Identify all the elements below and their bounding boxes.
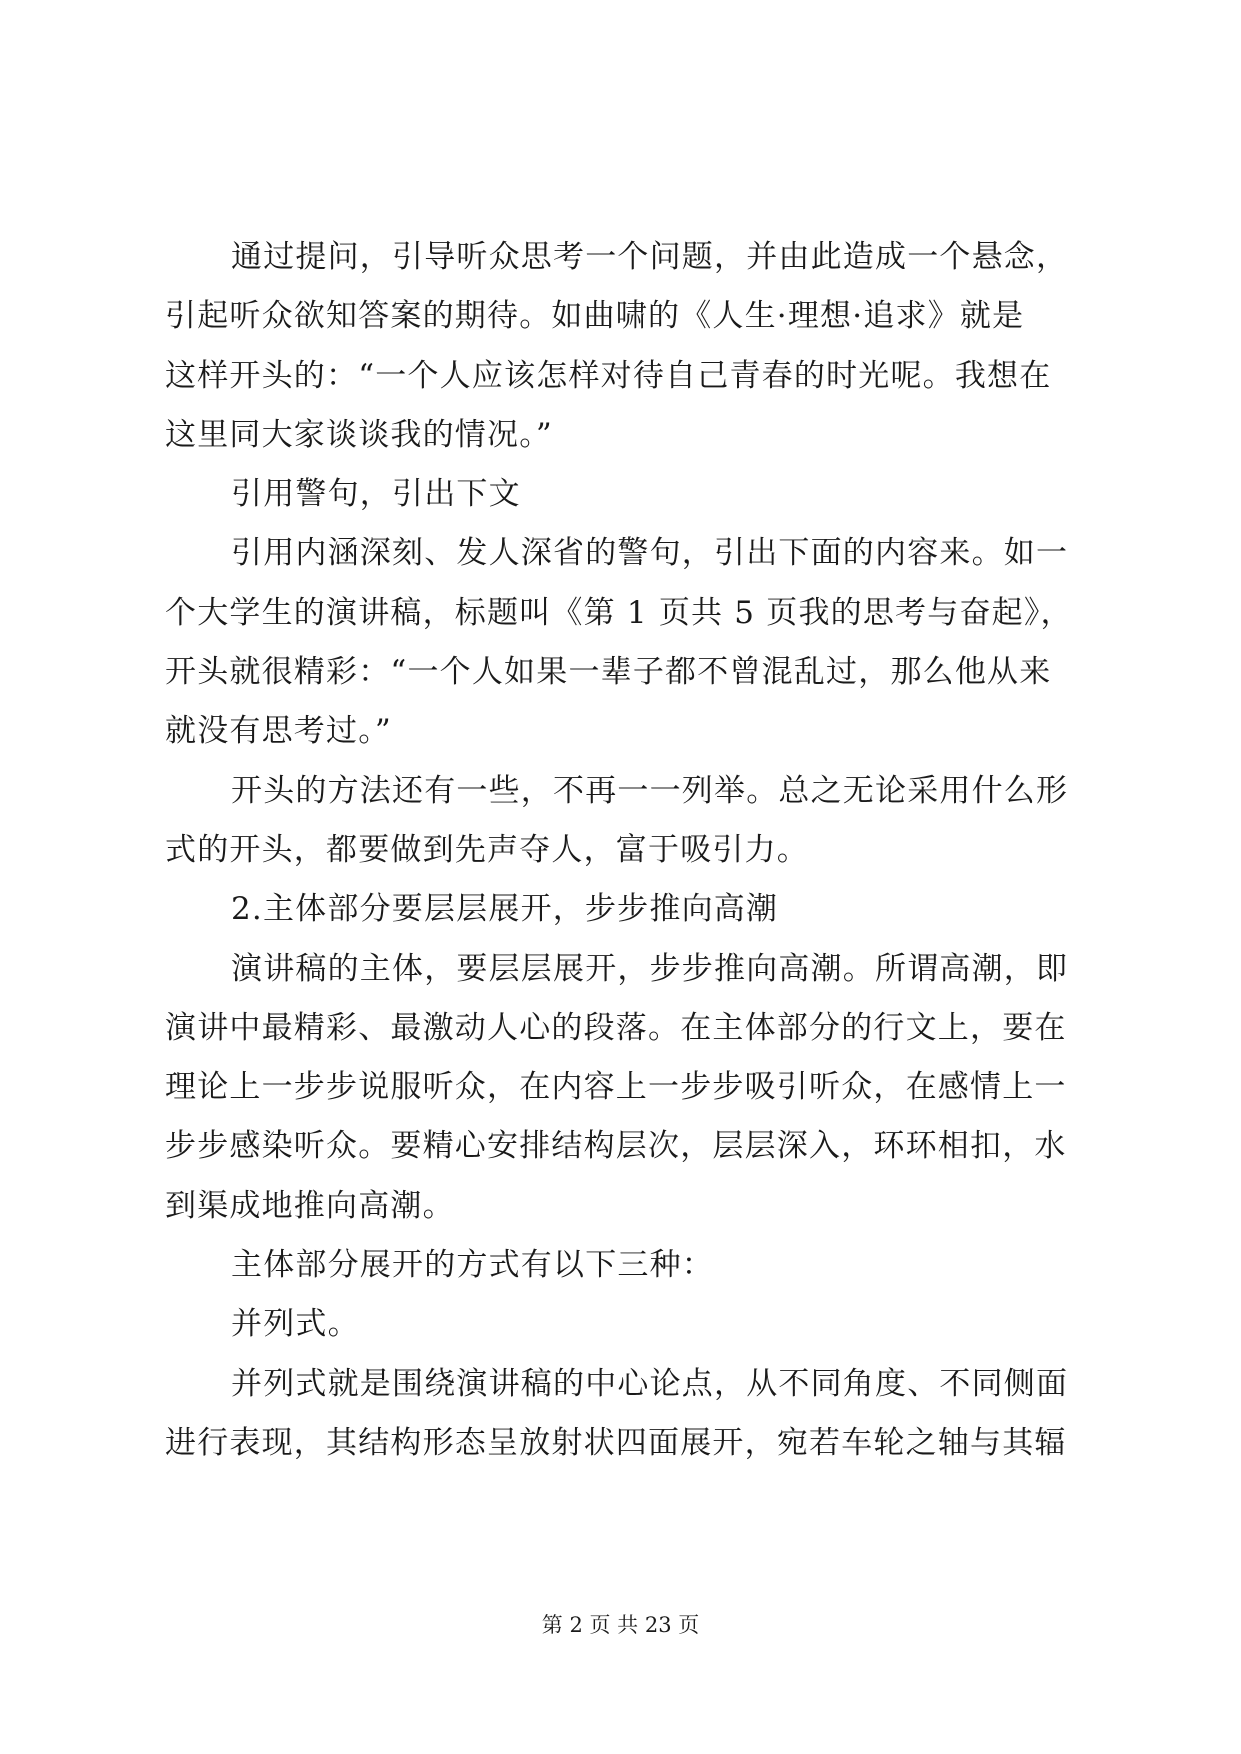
text-line: 引用警句，引出下文: [231, 476, 521, 513]
text-line: 引起听众欲知答案的期待。如曲啸的《人生·理想·追求》就是: [165, 298, 1025, 335]
text-line: 演讲稿的主体，要层层展开，步步推向高潮。所谓高潮，即: [231, 950, 1069, 987]
text-line: 通过提问，引导听众思考一个问题，并由此造成一个悬念，: [231, 239, 1069, 275]
text-line: 主体部分展开的方式有以下三种：: [231, 1247, 714, 1284]
text-line: 引用内涵深刻、发人深省的警句，引出下面的内容来。如一: [231, 535, 1069, 572]
text-line: 这样开头的：“一个人应该怎样对待自己青春的时光呢。我想在: [165, 357, 1052, 394]
text-line: 就没有思考过。”: [165, 713, 392, 750]
text-line: 步步感染听众。要精心安排结构层次，层层深入，环环相扣，水: [165, 1128, 1067, 1165]
text-line: 并列式就是围绕演讲稿的中心论点，从不同角度、不同侧面: [231, 1365, 1069, 1402]
text-line: 个大学生的演讲稿，标题叫《第 1 页共 5 页我的思考与奋起》，: [165, 594, 1073, 631]
text-line: 演讲中最精彩、最激动人心的段落。在主体部分的行文上，要在: [165, 1009, 1067, 1046]
text-line: 理论上一步步说服听众，在内容上一步步吸引听众，在感情上一: [165, 1069, 1067, 1106]
text-line: 式的开头，都要做到先声夺人，富于吸引力。: [165, 831, 809, 868]
text-line: 开头的方法还有一些，不再一一列举。总之无论采用什么形: [231, 772, 1069, 809]
text-line: 开头就很精彩：“一个人如果一辈子都不曾混乱过，那么他从来: [165, 654, 1052, 691]
page-footer: 第 2 页 共 23 页: [541, 1613, 700, 1637]
text-line: 进行表现，其结构形态呈放射状四面展开，宛若车轮之轴与其辐: [165, 1424, 1067, 1461]
text-line: 这里同大家谈谈我的情况。”: [165, 416, 553, 453]
text-line: 到渠成地推向高潮。: [165, 1187, 455, 1224]
text-line: 并列式。: [231, 1306, 360, 1343]
document-body: [165, 228, 1080, 1473]
text-line: 2.主体部分要层层展开，步步推向高潮: [231, 891, 779, 928]
